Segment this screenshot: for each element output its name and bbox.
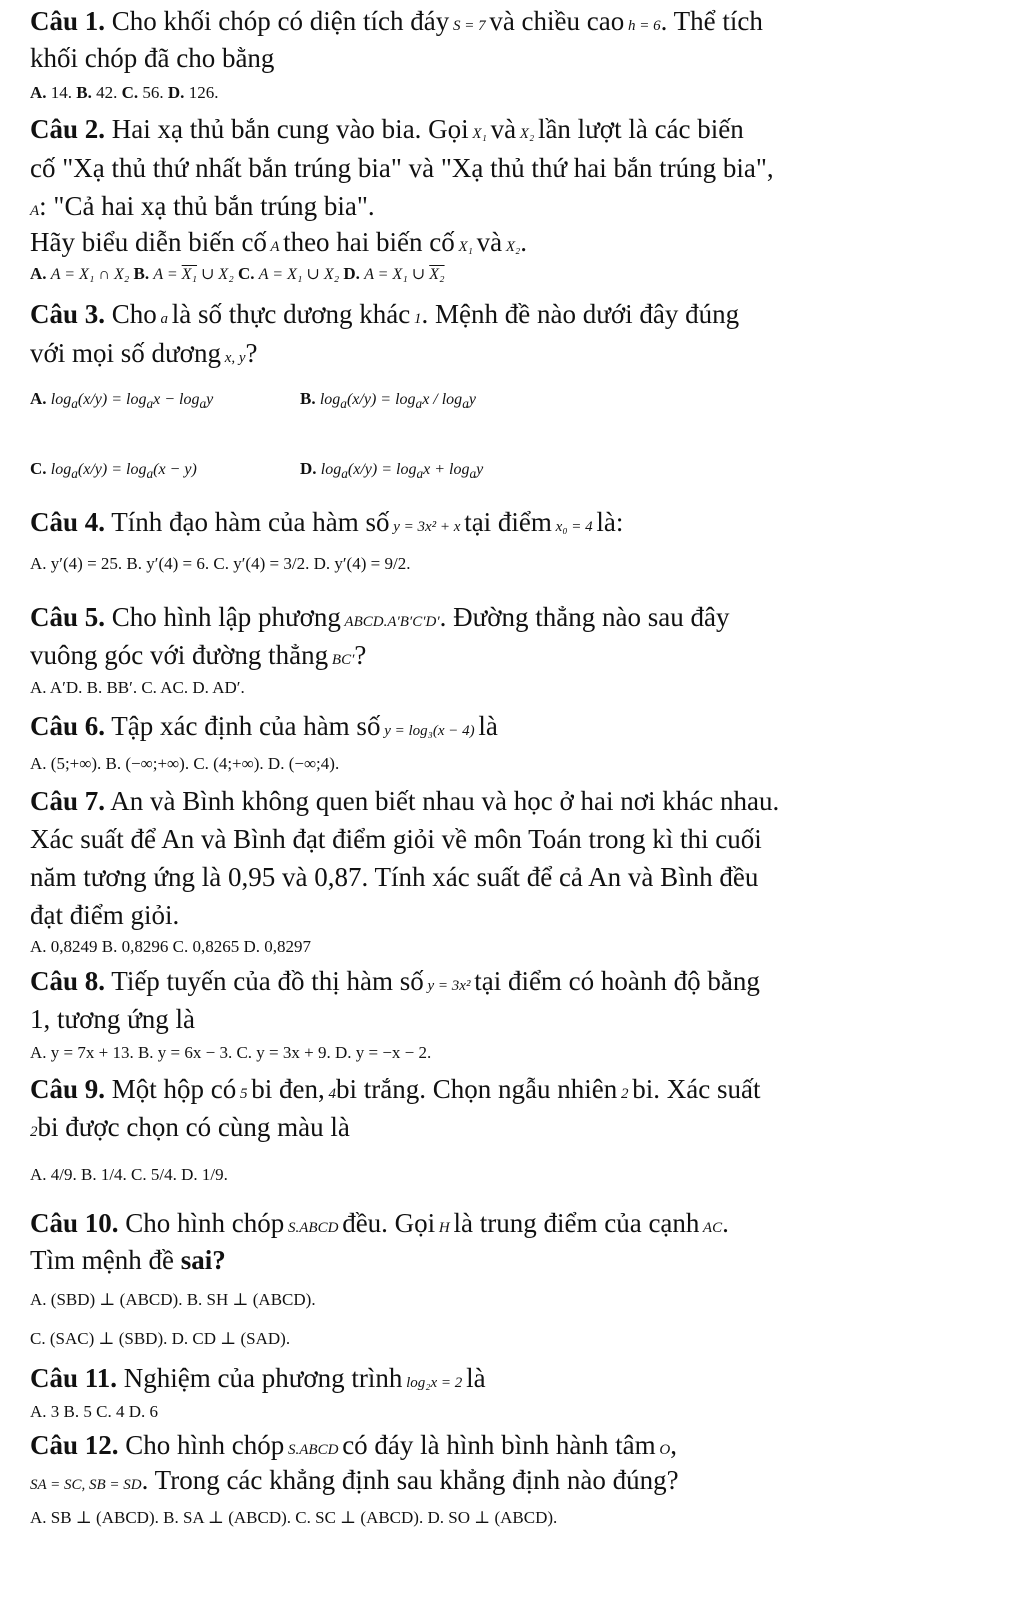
question-10-options-row-1: A. (SBD) ⊥ (ABCD). B. SH ⊥ (ABCD).: [30, 1290, 316, 1309]
question-2-line-3: A: "Cả hai xạ thủ bắn trúng bia".: [30, 191, 375, 221]
question-1-options: A. 14. B. 42. C. 56. D. 126.: [30, 83, 219, 102]
question-3-line-2: với mọi số dương x, y?: [30, 338, 258, 368]
question-5-line-2: vuông góc với đường thẳng BC′?: [30, 640, 367, 670]
question-6-options: A. (5;+∞). B. (−∞;+∞). C. (4;+∞). D. (−∞;4).: [30, 754, 340, 773]
question-12-line-2: SA = SC, SB = SD. Trong các khẳng định sau khẳng định nào đúng?: [30, 1465, 679, 1495]
question-4-options: A. y′(4) = 25. B. y′(4) = 6. C. y′(4) = 3/2. D. y′(4) = 9/2.: [30, 554, 411, 573]
question-7-line-4: đạt điểm giỏi.: [30, 900, 180, 930]
question-9-line-2: 2bi được chọn có cùng màu là: [30, 1112, 350, 1142]
question-8-line-2: 1, tương ứng là: [30, 1004, 196, 1034]
question-8-options: A. y = 7x + 13. B. y = 6x − 3. C. y = 3x + 9. D. y = −x − 2.: [30, 1043, 432, 1062]
question-1-line-2: khối chóp đã cho bằng: [30, 43, 275, 73]
question-10-options-row-2: C. (SAC) ⊥ (SBD). D. CD ⊥ (SAD).: [30, 1329, 291, 1348]
question-3-option-c: C. $\log_a(x/y) = \log_a(x - y)$: [30, 459, 197, 482]
question-6-line-1: Câu 6. Tập xác định của hàm số y = log₃(x − 4) là: [30, 711, 498, 741]
question-2-line-4: Hãy biểu diễn biến cố A theo hai biến cố X₁ và X₂.: [30, 227, 528, 257]
question-7-line-1: Câu 7. An và Bình không quen biết nhau và học ở hai nơi khác nhau.: [30, 786, 780, 816]
question-7-options: A. 0,8249 B. 0,8296 C. 0,8265 D. 0,8297: [30, 937, 311, 956]
question-12-line-1: Câu 12. Cho hình chóp S.ABCD có đáy là hình bình hành tâm O,: [30, 1430, 677, 1460]
question-7-line-2: Xác suất để An và Bình đạt điểm giỏi về môn Toán trong kì thi cuối: [30, 824, 762, 854]
question-7-line-3: năm tương ứng là 0,95 và 0,87. Tính xác suất để cả An và Bình đều: [30, 862, 759, 892]
question-2-options: A. A = X₁ ∩ X₂ B. A = X₁ ∪ X₂ C. A = X₁ ∪ X₂ D. A = X₁ ∪ X₂: [30, 264, 445, 283]
question-9-line-1: Câu 9. Một hộp có 5 bi đen, 4bi trắng. Chọn ngẫu nhiên 2 bi. Xác suất: [30, 1074, 761, 1104]
question-9-options: A. 4/9. B. 1/4. C. 5/4. D. 1/9.: [30, 1165, 228, 1184]
question-5-options: A. A′D. B. BB′. C. AC. D. AD′.: [30, 678, 245, 697]
question-1-line-1: Câu 1. Cho khối chóp có diện tích đáy S = 7 và chiều cao h = 6. Thể tích: [30, 6, 763, 36]
question-5-line-1: Câu 5. Cho hình lập phương ABCD.A′B′C′D′. Đường thẳng nào sau đây: [30, 602, 730, 632]
question-10-line-1: Câu 10. Cho hình chóp S.ABCD đều. Gọi H là trung điểm của cạnh AC.: [30, 1208, 729, 1238]
question-4-line-1: Câu 4. Tính đạo hàm của hàm số y = 3x² + x tại điểm x₀ = 4 là:: [30, 507, 624, 537]
question-12-options: A. SB ⊥ (ABCD). B. SA ⊥ (ABCD). C. SC ⊥ (ABCD). D. SO ⊥ (ABCD).: [30, 1508, 558, 1527]
question-3-option-d: D. $\log_a(x/y) = \log_ax + \log_ay$: [300, 459, 484, 482]
question-3-option-b: B. $\log_a(x/y) = \log_ax / \log_ay$: [300, 389, 476, 412]
question-11-options: A. 3 B. 5 C. 4 D. 6: [30, 1402, 158, 1421]
question-2-line-1: Câu 2. Hai xạ thủ bắn cung vào bia. Gọi X₁ và X₂ lần lượt là các biến: [30, 114, 744, 144]
question-3-line-1: Câu 3. Cho a là số thực dương khác 1. Mệnh đề nào dưới đây đúng: [30, 299, 740, 329]
question-3-option-a: A. $\log_a(x/y) = \log_ax - \log_ay$: [30, 389, 214, 412]
question-10-line-2: Tìm mệnh đề sai?: [30, 1245, 226, 1275]
question-2-line-2: cố "Xạ thủ thứ nhất bắn trúng bia" và "Xạ thủ thứ hai bắn trúng bia",: [30, 153, 774, 183]
question-8-line-1: Câu 8. Tiếp tuyến của đồ thị hàm số y = 3x² tại điểm có hoành độ bằng: [30, 966, 760, 996]
question-11-line-1: Câu 11. Nghiệm của phương trình log₂x = 2 là: [30, 1363, 486, 1393]
